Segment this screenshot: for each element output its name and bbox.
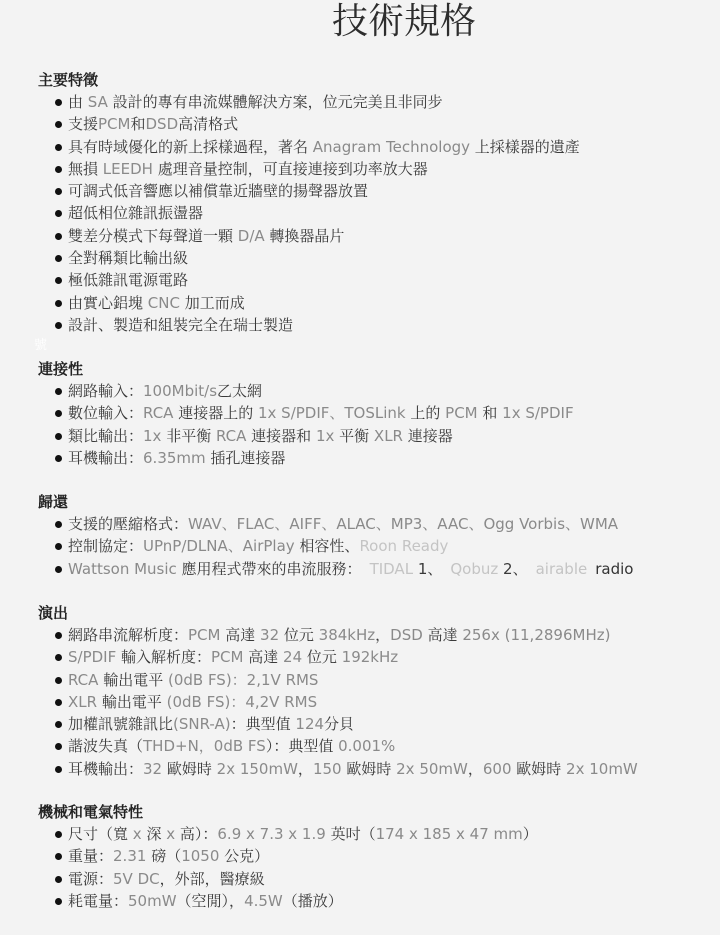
- section-main-features: [38, 69, 580, 336]
- list-item: 諧波失真（THD+N，0dB FS）：典型值 0.001%: [38, 735, 638, 757]
- list-item: 超低相位雜訊振盪器: [38, 202, 580, 224]
- list-item: 可調式低音響應以補償靠近牆壁的揚聲器放置: [38, 180, 580, 202]
- list-item: 由實心鋁塊 CNC 加工而成: [38, 292, 580, 314]
- bullet-icon: [55, 144, 62, 151]
- list-item: XLR 輸出電平 (0dB FS)：4,2V RMS: [38, 691, 638, 713]
- section-connectivity: [38, 358, 574, 469]
- bullet-icon: [55, 166, 62, 173]
- spec-list: [38, 513, 633, 580]
- bullet-icon: [55, 433, 62, 440]
- bullet-icon: [55, 322, 62, 329]
- section-heading: 歸還: [38, 493, 69, 511]
- list-item: 支援的壓縮格式：WAV、FLAC、AIFF、ALAC、MP3、AAC、Ogg Vorbis、WMA: [38, 513, 633, 535]
- bullet-icon: [55, 410, 62, 417]
- bullet-icon: [55, 743, 62, 750]
- bullet-icon: [55, 566, 62, 573]
- bullet-icon: [55, 188, 62, 195]
- list-item: S/PDIF 輸入解析度：PCM 高達 24 位元 192kHz: [38, 646, 638, 668]
- section-performance: [38, 602, 638, 780]
- bullet-icon: [55, 210, 62, 217]
- section-heading: 主要特徵: [38, 71, 99, 89]
- list-item: 重量：2.31 磅（1050 公克）: [38, 845, 538, 867]
- list-item: 無損 LEEDH 處理音量控制，可直接連接到功率放大器: [38, 158, 580, 180]
- bullet-icon: [55, 455, 62, 462]
- bullet-icon: [55, 121, 62, 128]
- bullet-icon: [55, 853, 62, 860]
- list-item: 類比輸出：1x 非平衡 RCA 連接器和 1x 平衡 XLR 連接器: [38, 425, 574, 447]
- section-heading: 演出: [38, 604, 69, 622]
- bullet-icon: [55, 766, 62, 773]
- bullet-icon: [55, 300, 62, 307]
- stray-character: 號: [34, 338, 48, 353]
- spec-list: [38, 380, 574, 469]
- spec-list: [38, 624, 638, 780]
- list-item: Wattson Music 應用程式帶來的串流服務： TIDAL 1、 Qobuz 2、 airable radio: [38, 558, 633, 580]
- bullet-icon: [55, 277, 62, 284]
- bullet-icon: [55, 388, 62, 395]
- section-heading: 連接性: [38, 360, 84, 378]
- list-item: 控制協定：UPnP/DLNA、AirPlay 相容性、Roon Ready: [38, 535, 633, 557]
- list-item: 雙差分模式下每聲道一顆 D/A 轉換器晶片: [38, 225, 580, 247]
- list-item: 耳機輸出：6.35mm 插孔連接器: [38, 447, 574, 469]
- list-item: 耳機輸出：32 歐姆時 2x 150mW，150 歐姆時 2x 50mW，600 歐姆時 2x 10mW: [38, 758, 638, 780]
- bullet-icon: [55, 99, 62, 106]
- section-playback: [38, 491, 633, 580]
- list-item: 具有時域優化的新上採樣過程，著名 Anagram Technology 上採樣器的遺產: [38, 136, 580, 158]
- bullet-icon: [55, 721, 62, 728]
- section-heading: 機械和電氣特性: [38, 803, 144, 821]
- bullet-icon: [55, 233, 62, 240]
- list-item: RCA 輸出電平 (0dB FS)：2,1V RMS: [38, 669, 638, 691]
- list-item: 數位輸入：RCA 連接器上的 1x S/PDIF、TOSLink 上的 PCM 和 1x S/PDIF: [38, 402, 574, 424]
- list-item: 支援PCM和DSD高清格式: [38, 113, 580, 135]
- list-item: 耗電量：50mW（空閒），4.5W（播放）: [38, 890, 538, 912]
- list-item: 網路串流解析度：PCM 高達 32 位元 384kHz，DSD 高達 256x (11,2896MHz): [38, 624, 638, 646]
- list-item: 由 SA 設計的專有串流媒體解決方案，位元完美且非同步: [38, 91, 580, 113]
- list-item: 全對稱類比輸出級: [38, 247, 580, 269]
- bullet-icon: [55, 831, 62, 838]
- spec-list: [38, 823, 538, 912]
- spec-list: [38, 91, 580, 336]
- list-item: 設計、製造和組裝完全在瑞士製造: [38, 314, 580, 336]
- bullet-icon: [55, 898, 62, 905]
- bullet-icon: [55, 521, 62, 528]
- list-item: 加權訊號雜訊比(SNR-A)：典型值 124分貝: [38, 713, 638, 735]
- list-item: 尺寸（寬 x 深 x 高）：6.9 x 7.3 x 1.9 英吋（174 x 185 x 47 mm）: [38, 823, 538, 845]
- bullet-icon: [55, 876, 62, 883]
- bullet-icon: [55, 255, 62, 262]
- list-item: 極低雜訊電源電路: [38, 269, 580, 291]
- list-item: 電源：5V DC，外部，醫療級: [38, 868, 538, 890]
- list-item: 網路輸入：100Mbit/s乙太網: [38, 380, 574, 402]
- page-title: 技術規格: [331, 1, 476, 42]
- bullet-icon: [55, 677, 62, 684]
- bullet-icon: [55, 543, 62, 550]
- bullet-icon: [55, 654, 62, 661]
- bullet-icon: [55, 632, 62, 639]
- bullet-icon: [55, 699, 62, 706]
- section-mechanical-electrical: [38, 801, 538, 912]
